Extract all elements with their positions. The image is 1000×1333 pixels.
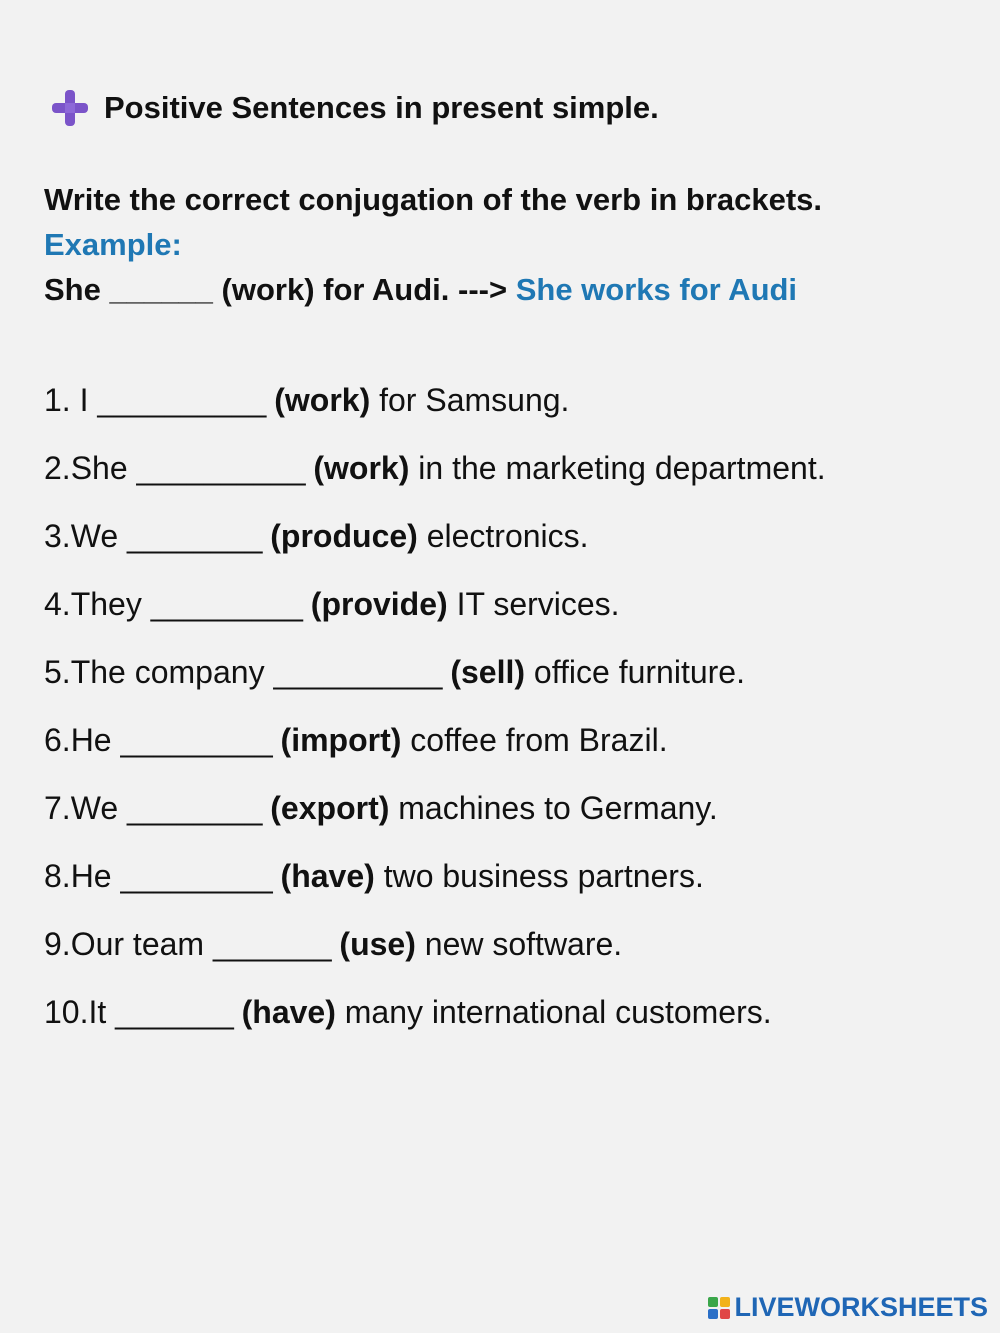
exercise-item bbox=[44, 380, 826, 448]
verb-in-brackets: (use) bbox=[339, 926, 416, 962]
item-lead: 7.We bbox=[44, 790, 127, 826]
item-lead: 1. I bbox=[44, 382, 98, 418]
verb-in-brackets: (export) bbox=[270, 790, 390, 826]
answer-blank[interactable]: __________ bbox=[97, 382, 266, 418]
exercise-list bbox=[44, 380, 826, 1060]
verb-in-brackets: (provide) bbox=[310, 586, 448, 622]
plus-icon bbox=[50, 88, 90, 128]
verb-in-brackets: (import) bbox=[280, 722, 402, 758]
item-lead: 3.We bbox=[44, 518, 127, 554]
exercise-item bbox=[44, 924, 826, 992]
answer-blank[interactable]: ________ bbox=[127, 790, 262, 826]
item-lead: 8.He bbox=[44, 858, 121, 894]
item-rest: in the marketing department. bbox=[409, 450, 826, 486]
liveworksheets-logo-icon bbox=[707, 1296, 731, 1320]
exercise-item bbox=[44, 856, 826, 924]
liveworksheets-logo bbox=[707, 1292, 988, 1323]
exercise-item bbox=[44, 652, 826, 720]
example-label: Example: bbox=[44, 227, 182, 262]
item-rest: electronics. bbox=[417, 518, 589, 554]
exercise-item bbox=[44, 992, 826, 1060]
exercise-item bbox=[44, 720, 826, 788]
answer-blank[interactable]: _______ bbox=[115, 994, 233, 1030]
exercise-item bbox=[44, 516, 826, 584]
answer-blank[interactable]: __________ bbox=[136, 450, 305, 486]
item-lead: 9.Our team bbox=[44, 926, 213, 962]
exercise-item bbox=[44, 788, 826, 856]
logo-text: LIVEWORKSHEETS bbox=[734, 1292, 988, 1322]
instruction-text: Write the correct conjugation of the verb in brackets. bbox=[44, 182, 823, 217]
verb-in-brackets: (work) bbox=[274, 382, 371, 418]
verb-in-brackets: (produce) bbox=[270, 518, 418, 554]
answer-blank[interactable]: _________ bbox=[150, 586, 302, 622]
example-sentence bbox=[44, 272, 797, 308]
verb-in-brackets: (sell) bbox=[450, 654, 525, 690]
item-lead: 6.He bbox=[44, 722, 121, 758]
page-title: Positive Sentences in present simple. bbox=[104, 90, 659, 125]
verb-in-brackets: (work) bbox=[313, 450, 410, 486]
answer-blank[interactable]: ________ bbox=[127, 518, 262, 554]
item-lead: 4.They bbox=[44, 586, 151, 622]
example-prefix: She ______ (work) for Audi. ---> bbox=[44, 272, 508, 307]
item-rest: many international customers. bbox=[335, 994, 772, 1030]
item-rest: coffee from Brazil. bbox=[401, 722, 668, 758]
verb-in-brackets: (have) bbox=[241, 994, 336, 1030]
answer-blank[interactable]: _________ bbox=[120, 722, 272, 758]
item-rest: office furniture. bbox=[525, 654, 745, 690]
answer-blank[interactable]: __________ bbox=[273, 654, 442, 690]
exercise-item bbox=[44, 448, 826, 516]
item-rest: IT services. bbox=[447, 586, 620, 622]
verb-in-brackets: (have) bbox=[280, 858, 375, 894]
answer-blank[interactable]: _______ bbox=[212, 926, 331, 962]
item-rest: two business partners. bbox=[374, 858, 704, 894]
item-rest: new software. bbox=[415, 926, 623, 962]
example-answer: She works for Audi bbox=[515, 272, 798, 307]
item-lead: 5.The company bbox=[44, 654, 274, 690]
answer-blank[interactable]: _________ bbox=[120, 858, 272, 894]
item-rest: machines to Germany. bbox=[389, 790, 718, 826]
item-lead: 2.She bbox=[44, 450, 137, 486]
exercise-item bbox=[44, 584, 826, 652]
heading-row bbox=[50, 88, 659, 128]
item-rest: for Samsung. bbox=[370, 382, 570, 418]
item-lead: 10.It bbox=[44, 994, 116, 1030]
